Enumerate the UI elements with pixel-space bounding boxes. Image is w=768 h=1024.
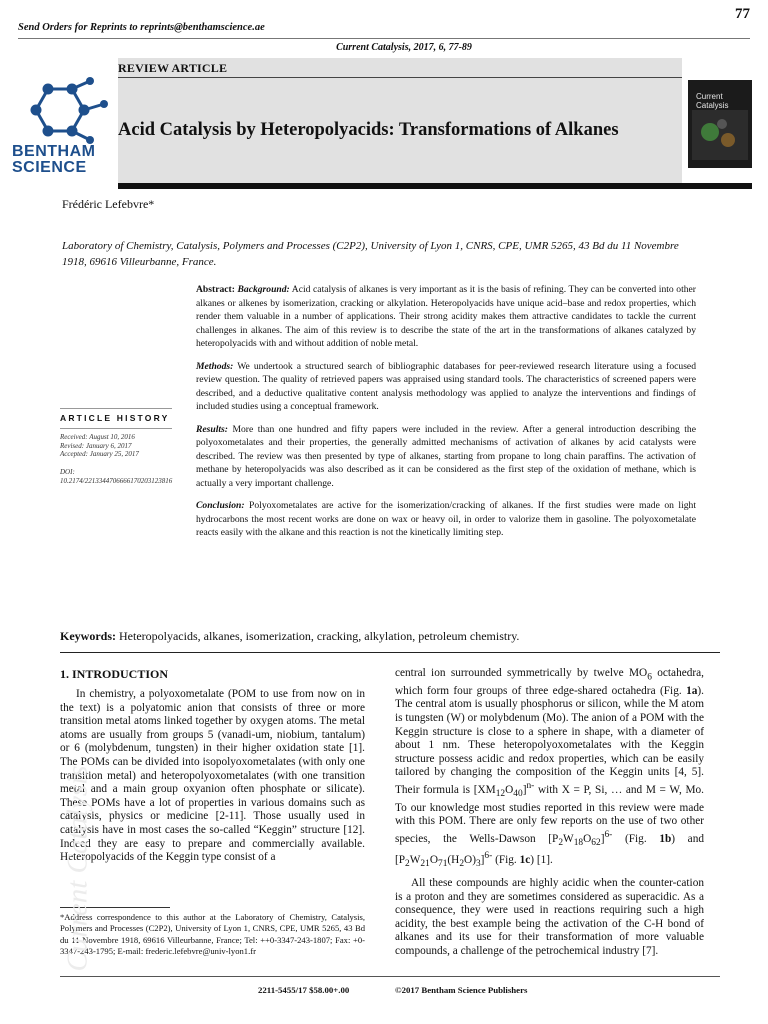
abstract-background-label: Background: [237,284,290,295]
intro-paragraph-3: All these compounds are highly acidic when the counter-cation is a proton and they are sometimes considered as superacidic. As a consequence, they were used in reactions requiring such a high acidity, the best example being the activation of the C-H bond of alkanes and its use for their transformation of more valuable compounds, a challenge of the petrochemical industry [7]. [395,877,704,957]
footer-divider [60,976,720,977]
abstract [196,283,696,549]
abstract-methods-text: We undertook a structured search of bibliographic databases for peer-reviewed research literature using a focused review question. The quality of retrieved papers was appraised using standard tools. The characteristics of screened papers were described, and a deductive qualitative content analysis methodology was applied to analyze the interventions and findings of included studies using a conceptual framework. [196,360,696,412]
keywords [60,629,720,644]
article-doi [60,468,172,485]
keywords-label: Keywords: [60,629,116,643]
abstract-background [196,283,696,351]
body-column-left [60,688,365,865]
received-date: Received: August 10, 2016 [60,433,135,441]
figure-ref-1c[interactable]: 1c [519,854,531,867]
figure-ref-1b[interactable]: 1b [659,832,672,845]
article-type-label: REVIEW ARTICLE [118,61,228,75]
keywords-divider [60,652,720,653]
section-heading-introduction: 1. INTRODUCTION [60,667,169,681]
article-title: Acid Catalysis by Heteropolyacids: Transformations of Alkanes [118,120,619,140]
banner-divider [118,77,682,78]
doi-link[interactable]: 10.2174/2213344706666170203123816 [60,476,173,485]
accepted-date: Accepted: January 25, 2017 [60,450,139,459]
abstract-label: Abstract: [196,284,238,295]
journal-reference: Current Catalysis, 2017, 6, 77-89 [336,42,472,53]
doi-label: DOI: [60,468,75,476]
page-number: 77 [735,6,750,22]
abstract-background-text: Acid catalysis of alkanes is very important as it is the basis of refining. They can be converted into other alkanes or alkenes by isomerization, cracking or alkylation. Heteropolyacids have unique acid–base and redox properties, which render them valuable in a number of applications. Their strong acidity makes them attractive candidates to tackle the current challenges in alkanes. The aim of this review is to describe the state of the art in the transformations of alkanes catalyzed by heteropolyacids with and without addition of noble metal. [196,284,697,349]
publisher-logo [12,76,118,180]
keywords-text: Heteropolyacids, alkanes, isomerization, cracking, alkylation, petroleum chemistry. [116,629,520,643]
intro-paragraph-2: central ion surrounded symmetrically by twelve $MO_6$ octahedra, which form four groups of three edge-shared octahedra (Fig. 1a). The central atom is usually phosphorus or silicon, while the M atom is tungsten (W) or molybdenum (Mo). The anion of a POM with the Keggin structure is close to a sphere in shape, with a diameter of about 1 nm. These heteropolyoxometalates with the Keggin structure possess acidic and redox properties, which can be easily tailored by changing the composition of the Keggin units [4, 5]. Their formula is $[XM_{12}O_{40}]^{n-}$ with X = P, Si, … and M = W, Mo. To our knowledge most studies reported in this review were made with this POM. There are only few reports on the use of two other species, the Wells-Dawson $[P_2W_{18}O_{62}]^{6-}$ (Fig. 1b) and $[P_2W_{21}O_{71}(H_2O)_3]^{6-}$ (Fig. 1c) [1]. [395,667,704,870]
intro-paragraph-1: In chemistry, a polyoxometalate (POM to use from now on in the text) is a polyatomic anion that consists of three or more transition metal atoms linked together by oxygen atoms. The metal atoms are usually from groups 5 (vanadi-um, niobium, tantalum) or 6 (molybdenum, tungsten) in their higher oxidation state [1]. The POMs can be divided into isopolyoxometalates (with only one transition metal) and heteropolyoxometalates (with one transition metal and a main group oxyanion often phosphate or silicate). These POMs have a lot of properties in various domains such as catalysis, physics or medicine [2-11]. Those usually used in catalysis have in most cases the so-called “Keggin” structure [12]. Indeed they are easy to prepare and commercially available. Heteropolyacids of the Keggin type consist of a [60,688,365,864]
footer-publisher: ©2017 Bentham Science Publishers [395,985,528,995]
abstract-results-label: Results: [196,423,228,435]
article-history-title: ARTICLE HISTORY [60,413,170,423]
author-affiliation: Laboratory of Chemistry, Catalysis, Polymers and Processes (C2P2), University of Lyon 1, CNRS, CPE, UMR 5265, 43 Bd du 11 Novembre 1918, 69616 Villeurbanne, France. [62,240,679,268]
history-bottom-rule [60,428,172,429]
abstract-results-text: More than one hundred and fifty papers were included in the review. After a general introduction describing the polyoxometalates and their properties, the generally admitted mechanisms of activation of alkanes by acid catalysts were described. The review was then presented by type of alkanes, starting from propane to long chain paraffins. The activation of methane by heteropolyacids was also described as it can be considered as the first step of the oxidation of methane, which is actually a very important challenge. [196,423,696,489]
cover-title-line1: Current [696,92,723,101]
logo-word-bentham: BENTHAM [12,143,96,160]
molecule-logo-icon [12,76,118,146]
abstract-conclusion-label: Conclusion: [196,500,245,511]
cover-title [696,92,728,110]
footer-issn: 2211-5455/17 $58.00+.00 [258,985,350,995]
figure-ref-1a[interactable]: 1a [686,684,698,697]
abstract-methods-label: Methods: [196,360,234,372]
article-history-dates [60,433,139,459]
reprint-notice: Send Orders for Reprints to reprints@benthamscience.ae [18,22,265,33]
author-name: Frédéric Lefebvre* [62,197,155,211]
title-thick-rule [118,183,752,189]
correspondence-footnote: *Address correspondence to this author at the Laboratory of Chemistry, Catalysis, Polymers and Processes (C2P2), University of Lyon 1, CNRS, CPE, UMR 5265, 43 Bd du 11 Novembre 1918, 69616 Villeurbanne, France; Tel: ++0-3347-243-1807; Fax: +0-3347-243-1795; E-mail: frederic.lefebvre@univ-lyon1.fr [60,912,365,957]
abstract-results [196,423,696,491]
abstract-conclusion-text: Polyoxometalates are active for the isomerization/cracking of alkanes. If the first studies were made on light hydrocarbons the most recent works are done on wax or heavy oil, in order to valorize them in gasoline. The polyoxometalate reacts easily with the alkane and this reaction is not the kinetically limiting step. [196,500,696,538]
history-top-rule [60,408,172,409]
logo-word-science: SCIENCE [12,159,87,176]
cover-title-line2: Catalysis [696,101,729,110]
body-column-right [395,667,704,959]
abstract-conclusion [196,499,696,540]
journal-watermark: Current Catalysis [61,765,94,972]
revised-date: Revised: January 6, 2017 [60,441,132,450]
header-divider [18,38,750,39]
abstract-methods [196,360,696,414]
